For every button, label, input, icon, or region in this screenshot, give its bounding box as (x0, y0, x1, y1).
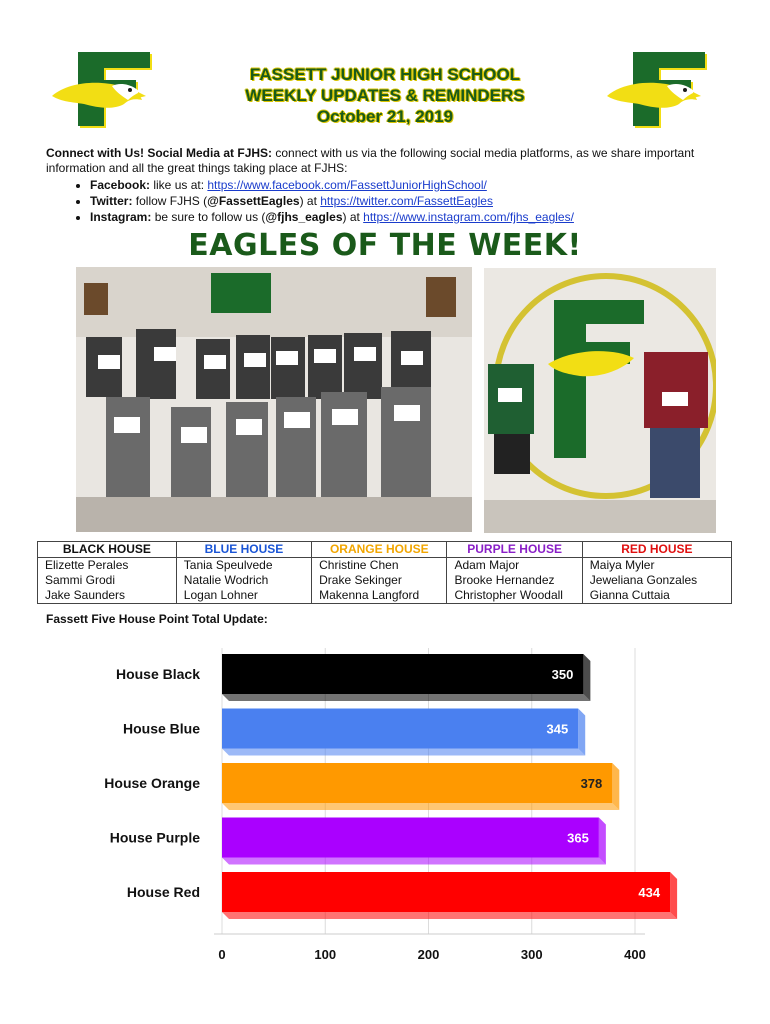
table-cell: Natalie Wodrich (176, 573, 311, 588)
newsletter-header (150, 64, 620, 127)
social-media-text: connect with us via the following social media platforms, as we share important information and all the great things taking place at FJHS: (46, 146, 695, 175)
bar-value-label: 350 (551, 667, 574, 682)
twitter-text: follow FJHS ( (132, 194, 208, 208)
bar-value-label: 365 (567, 830, 589, 846)
table-cell: Brooke Hernandez (447, 573, 582, 588)
header-orange-house: ORANGE HOUSE (312, 542, 447, 558)
instagram-handle: @fjhs_eagles (265, 210, 343, 224)
bar-bottom (222, 749, 585, 756)
category-label: House Black (115, 666, 200, 682)
category-label: House Purple (109, 829, 200, 846)
table-row (38, 558, 732, 574)
twitter-text-after: ) at (299, 194, 321, 208)
bar-value-label: 378 (580, 776, 603, 791)
house-points-chart (60, 640, 720, 980)
twitter-label: Twitter: (90, 194, 133, 208)
table-cell: Makenna Langford (312, 588, 447, 604)
x-tick-label: 200 (417, 947, 440, 962)
bar-side (599, 818, 606, 865)
header-blue-house: BLUE HOUSE (176, 542, 311, 558)
instagram-text: be sure to follow us ( (151, 210, 266, 224)
table-header-row (38, 542, 732, 558)
bar-side (578, 709, 585, 756)
eagles-of-the-week-title: EAGLES OF THE WEEK! (188, 228, 582, 263)
category-label: House Orange (104, 775, 200, 791)
table-row (38, 573, 732, 588)
bar-bottom (222, 912, 677, 919)
table-cell: Christopher Woodall (447, 588, 582, 604)
social-media-section (46, 146, 726, 225)
table-cell: Logan Lohner (176, 588, 311, 604)
facebook-label: Facebook: (90, 178, 151, 192)
house-points-label: Fassett Five House Point Total Update: (46, 612, 268, 626)
x-tick-label: 300 (520, 947, 543, 962)
pair-photo (484, 268, 716, 533)
social-media-list (46, 177, 726, 225)
header-black-house: BLACK HOUSE (38, 542, 177, 558)
table-cell: Jeweliana Gonzales (582, 573, 731, 588)
newsletter-title: WEEKLY UPDATES & REMINDERS (245, 86, 525, 105)
x-tick-label: 400 (624, 947, 646, 962)
bar-value-label: 434 (638, 885, 661, 900)
table-cell: Elizette Perales (38, 558, 177, 574)
bar (222, 818, 599, 858)
twitter-handle: @FassettEagles (207, 194, 300, 208)
social-item-twitter (90, 193, 726, 209)
facebook-link[interactable]: https://www.facebook.com/FassettJuniorHighSchool/ (207, 178, 487, 192)
eagles-of-week-table (37, 541, 732, 604)
social-media-lead: Connect with Us! Social Media at FJHS: (46, 146, 273, 160)
bar (222, 763, 612, 803)
table-cell: Christine Chen (312, 558, 447, 574)
newsletter-date: October 21, 2019 (316, 107, 454, 126)
bar (222, 872, 670, 912)
bar (222, 709, 578, 749)
fassett-f-logo-left (50, 52, 156, 130)
table-cell: Gianna Cuttaia (582, 588, 731, 604)
x-tick-label: 0 (218, 947, 226, 962)
instagram-link[interactable]: https://www.instagram.com/fjhs_eagles/ (363, 210, 574, 224)
table-cell: Maiya Myler (582, 558, 731, 574)
school-name: FASSETT JUNIOR HIGH SCHOOL (249, 65, 521, 84)
instagram-text-after: ) at (342, 210, 364, 224)
social-media-intro (46, 146, 726, 176)
group-photo (76, 267, 472, 532)
table-cell: Sammi Grodi (38, 573, 177, 588)
facebook-text: like us at: (150, 178, 208, 192)
header-red-house: RED HOUSE (582, 542, 731, 558)
bar-side (583, 654, 590, 701)
table-cell: Adam Major (447, 558, 582, 574)
bar-bottom (222, 694, 590, 701)
category-label: House Red (126, 884, 200, 900)
bar-bottom (222, 803, 619, 810)
instagram-label: Instagram: (90, 210, 152, 224)
header-purple-house: PURPLE HOUSE (447, 542, 582, 558)
category-label: House Blue (122, 720, 200, 737)
fassett-f-logo-right (605, 52, 711, 130)
table-cell: Tania Speulvede (176, 558, 311, 574)
twitter-link[interactable]: https://twitter.com/FassettEagles (320, 194, 493, 208)
table-cell: Drake Sekinger (312, 573, 447, 588)
table-cell: Jake Saunders (38, 588, 177, 604)
bar-bottom (222, 858, 606, 865)
social-item-instagram (90, 209, 726, 225)
bar-side (670, 872, 677, 919)
bar-value-label: 345 (546, 721, 569, 737)
table-row (38, 588, 732, 604)
social-item-facebook (90, 177, 726, 193)
x-tick-label: 100 (314, 947, 337, 962)
bar-side (612, 763, 619, 810)
bar (222, 654, 583, 694)
